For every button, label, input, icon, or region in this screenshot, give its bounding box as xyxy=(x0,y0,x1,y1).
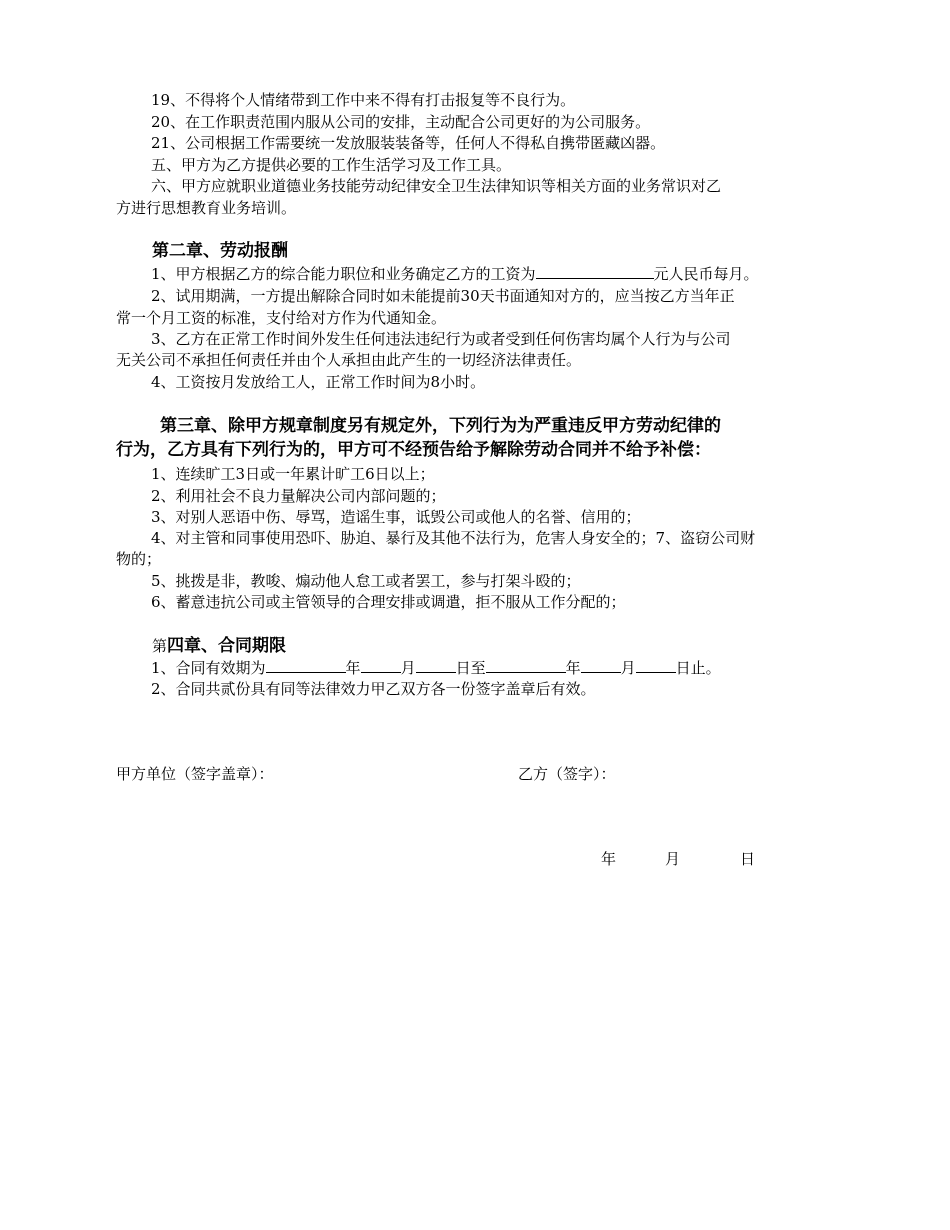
ch2-item-1 xyxy=(151,264,759,285)
ch3-item-6: 6、蓄意违抗公司或主管领导的合理安排或调遣，拒不服从工作分配的； xyxy=(151,593,626,611)
clause-six: 六、甲方应就职业道德业务技能劳动纪律安全卫生法律知识等相关方面的业务常识对乙 xyxy=(151,177,722,195)
ch2-item-1-unit: 元人民币每月。 xyxy=(653,265,759,283)
end-year-blank[interactable] xyxy=(486,658,566,673)
party-a-signature-label: 甲方单位（签字盖章）： xyxy=(116,765,274,783)
chapter-4-title xyxy=(152,635,286,657)
end-month-label: 月 xyxy=(620,659,636,677)
end-year-label: 年 xyxy=(565,659,581,677)
chapter-3-title-line2: 行为，乙方具有下列行为的，甲方可不经预告给予解除劳动合同并不给予补偿： xyxy=(116,440,711,460)
chapter-3-title-line1: 第三章、除甲方规章制度另有规定外，下列行为为严重违反甲方劳动纪律的 xyxy=(160,416,721,436)
ch2-item-4: 4、工资按月发放给工人，正常工作时间为8小时。 xyxy=(151,373,486,391)
start-month-blank[interactable] xyxy=(361,658,401,673)
ch3-item-5: 5、挑拨是非，教唆、煽动他人怠工或者罢工，参与打架斗殴的； xyxy=(151,572,581,590)
ch3-item-4-cont: 物的； xyxy=(116,550,162,568)
end-month-blank[interactable] xyxy=(581,658,621,673)
ch2-item-2-cont: 常一个月工资的标准，支付给对方作为代通知金。 xyxy=(116,309,447,327)
ch3-item-1: 1、连续旷工3日或一年累计旷工6日以上； xyxy=(151,465,435,483)
start-year-label: 年 xyxy=(345,659,361,677)
chapter-4-title-lead: 第 xyxy=(152,637,168,655)
clause-five: 五、甲方为乙方提供必要的工作生活学习及工作工具。 xyxy=(151,156,512,174)
party-b-signature-label: 乙方（签字）： xyxy=(518,765,616,783)
date-day-label: 日 xyxy=(740,850,756,868)
ch2-item-3-cont: 无关公司不承担任何责任并由个人承担由此产生的一切经济法律责任。 xyxy=(116,351,582,369)
ch3-item-3: 3、对别人恶语中伤、辱骂，造谣生事，诋毁公司或他人的名誉、信用的； xyxy=(151,508,641,526)
clause-six-cont: 方进行思想教育业务培训。 xyxy=(116,199,297,217)
start-day-blank[interactable] xyxy=(416,658,456,673)
start-day-label: 日至 xyxy=(455,659,486,677)
ch4-item-2: 2、合同共贰份具有同等法律效力甲乙双方各一份签字盖章后有效。 xyxy=(151,680,596,698)
date-year-label: 年 xyxy=(601,850,617,868)
chapter-2-title: 第二章、劳动报酬 xyxy=(152,241,288,261)
term-label: 1、合同有效期为 xyxy=(151,659,266,677)
ch2-item-3: 3、乙方在正常工作时间外发生任何违法违纪行为或者受到任何伤害均属个人行为与公司 xyxy=(151,330,731,348)
end-day-label: 日止。 xyxy=(675,659,721,677)
end-day-blank[interactable] xyxy=(636,658,676,673)
ch3-item-4: 4、对主管和同事使用恐吓、胁迫、暴行及其他不法行为，危害人身安全的；7、盗窃公司财 xyxy=(151,529,756,547)
start-year-blank[interactable] xyxy=(266,658,346,673)
clause-20: 20、在工作职责范围内服从公司的安排，主动配合公司更好的为公司服务。 xyxy=(151,113,651,131)
clause-19: 19、不得将个人情绪带到工作中来不得有打击报复等不良行为。 xyxy=(151,91,576,109)
chapter-4-title-rest: 四章、合同期限 xyxy=(167,636,287,656)
ch2-item-2: 2、试用期满，一方提出解除合同时如未能提前30天书面通知对方的，应当按乙方当年正 xyxy=(151,287,735,305)
ch4-item-1 xyxy=(151,658,721,679)
start-month-label: 月 xyxy=(400,659,416,677)
salary-blank[interactable] xyxy=(536,264,654,279)
ch3-item-2: 2、利用社会不良力量解决公司内部问题的； xyxy=(151,487,446,505)
clause-21: 21、公司根据工作需要统一发放服装装备等，任何人不得私自携带匿藏凶器。 xyxy=(151,134,666,152)
date-month-label: 月 xyxy=(665,850,681,868)
ch2-item-1-text: 1、甲方根据乙方的综合能力职位和业务确定乙方的工资为 xyxy=(151,265,536,283)
